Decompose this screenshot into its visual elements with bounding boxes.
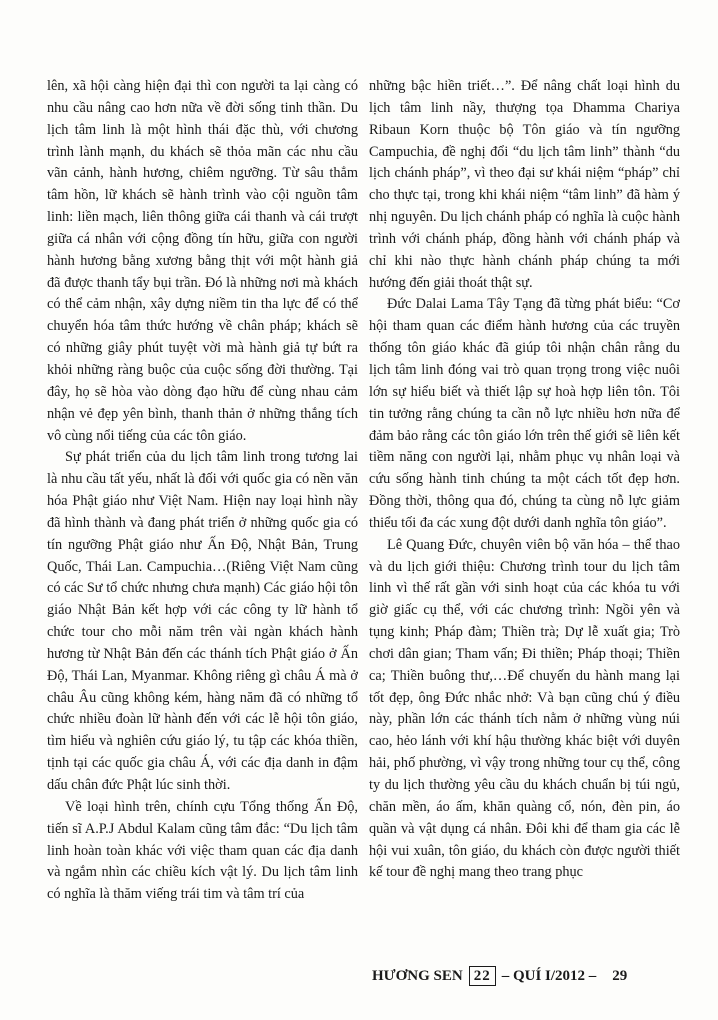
right-column [369,76,680,884]
magazine-title: HƯƠNG SEN [372,967,463,984]
issue-number: 22 [469,966,496,986]
paragraph: Lê Quang Đức, chuyên viên bộ văn hóa – thể thao và du lịch giới thiệu: Chương trình tour du lịch tâm linh vì thế rất gần với sinh hoạt của các khóa tu với giờ giấc cụ thể, với các chương trình: Ngồi yên và tụng kinh; Pháp đàm; Thiền trà; Dự lễ xuất gia; Trò chơi dân gian; Tham vấn; Đi thiền; Pháp thoại; Thiền ca; Thiền buông thư,…Để chuyến du hành mang lại tốt đẹp, ông Đức nhắc nhở: Và bạn cũng chú ý điều này, phần lớn các thánh tích nằm ở những vùng núi cao, hẻo lánh với khí hậu thường khác biệt với duyên hải, phố phường, vì vậy trong những tour cụ thể, công ty du lịch thường yêu cầu du khách chuẩn bị túi ngủ, chăn mền, áo ấm, khăn quàng cổ, nón, đèn pin, áo quần và vật dụng cá nhân. Đôi khi để tham gia các lễ hội vui xuân, tôn giáo, du khách còn được người thiết kế tour đề nghị mang theo trang phục [369,536,680,881]
left-column [47,76,358,906]
issue-period: – QUÍ I/2012 – [501,967,597,984]
paragraph: Sự phát triển của du lịch tâm linh trong tương lai là nhu cầu tất yếu, nhất là đối với quốc gia có nền văn hóa Phật giáo như Việt Nam. Hiện nay loại hình nầy đã hình thành và đang phát triển ở những quốc gia có tín ngưỡng Phật giáo như Ấn Độ, Nhật Bản, Trung Quốc, Thái Lan. Campuchia…(Riêng Việt Nam cũng có các Sư tổ chức nhưng chưa mạnh) Các giáo hội tôn giáo Nhật Bản kết hợp với các công ty lữ hành tổ chức tour cho mỗi năm trên vài ngàn khách hành hương từ Nhật Bản đến các thánh tích Phật giáo ở Ấn Độ, Thái Lan, Myanmar. Không riêng gì châu Á mà ở châu Âu cũng không kém, hàng năm đã có những tổ chức nhiều đoàn lữ hành đến với các lễ hội tôn giáo, tìm hiểu và nghiên cứu giáo lý, tu tập các khóa thiền, tịnh tại các quốc gia châu Á, với các địa danh in đậm dấu chân đức Phật lúc sinh thời. [47,449,358,793]
page-number: 29 [612,967,628,984]
paragraph: Đức Dalai Lama Tây Tạng đã từng phát biểu: “Cơ hội tham quan các điểm hành hương của các truyền thống tôn giáo khác đã giúp tôi nhận chân rằng du lịch tâm linh đóng vai trò quan trọng trong việc nuôi lớn sự hiểu biết và thiết lập sự hoà hợp liên tôn. Tôi tin tưởng rằng chúng ta cần nỗ lực nhiều hơn nữa để đảm bảo rằng các tôn giáo lớn trên thế giới sẽ liên kết tiềm năng con người lại, nhằm phục vụ nhân loại và cứu sống hành tinh chúng ta một cách tốt đẹp hơn. Đồng thời, thông qua đó, chúng ta cùng nỗ lực giảm thiểu tối đa các xung đột dưới danh nghĩa tôn giáo”. [369,296,680,531]
paragraph: Về loại hình trên, chính cựu Tổng thống Ấn Độ, tiến sĩ A.P.J Abdul Kalam cũng tâm đắc: “Du lịch tâm linh hoàn toàn khác với việc tham quan các địa danh và ngắm nhìn các chiều kích vật lý. Du lịch tâm linh có nghĩa là thăm viếng trái tim và tâm trí của [47,798,358,903]
paragraph: lên, xã hội càng hiện đại thì con người ta lại càng có nhu cầu nâng cao hơn nữa về đời sống tinh thần. Du lịch tâm linh là một hình thái đặc thù, với chương trình lành mạnh, du khách sẽ thỏa mãn các nhu cầu vãn cảnh, hành hương, chiêm ngưỡng. Từ sâu thẳm tâm hồn, lữ khách sẽ hành trình vào cội nguồn tâm linh: liền mạch, liên thông giữa cái thanh và cái trượt giữa cá nhân với cộng đồng tín hữu, giữa con người hành hương bằng xương bằng thịt với một hành giả đã được thanh tẩy bụi trần. Đó là những nơi mà khách có thể cảm nhận, xây dựng niềm tin tha lực để có thể chuyển hóa tâm thức hướng về chân pháp; khách sẽ có những giây phút tuyệt vời mà hành giả tự bứt ra khỏi những ràng buộc của cuộc sống đời thường. Tại đây, họ sẽ hòa vào dòng đạo hữu để cùng nhau cảm nhận vẻ đẹp yên bình, thanh thản ở những thắng tích vô cùng nổi tiếng của các tôn giáo. [47,78,358,444]
page-footer [372,961,672,991]
paragraph: những bậc hiền triết…”. Để nâng chất loại hình du lịch tâm linh nầy, thượng tọa Dhamma Chariya Ribaun Korn thuộc bộ Tôn giáo và tín ngưỡng Campuchia, đề nghị đổi “du lịch tâm linh” thành “du lịch chánh pháp”, vì theo đại sư khái niệm “pháp” chỉ cho thực tại, trong khi khái niệm “tâm linh” đã hàm ý nhị nguyên. Du lịch chánh pháp có nghĩa là cuộc hành trình với chánh pháp, đồng hành với chánh pháp và chỉ khi nào thực hành chánh pháp chúng ta mới hướng đến giải thoát thật sự. [369,78,680,291]
